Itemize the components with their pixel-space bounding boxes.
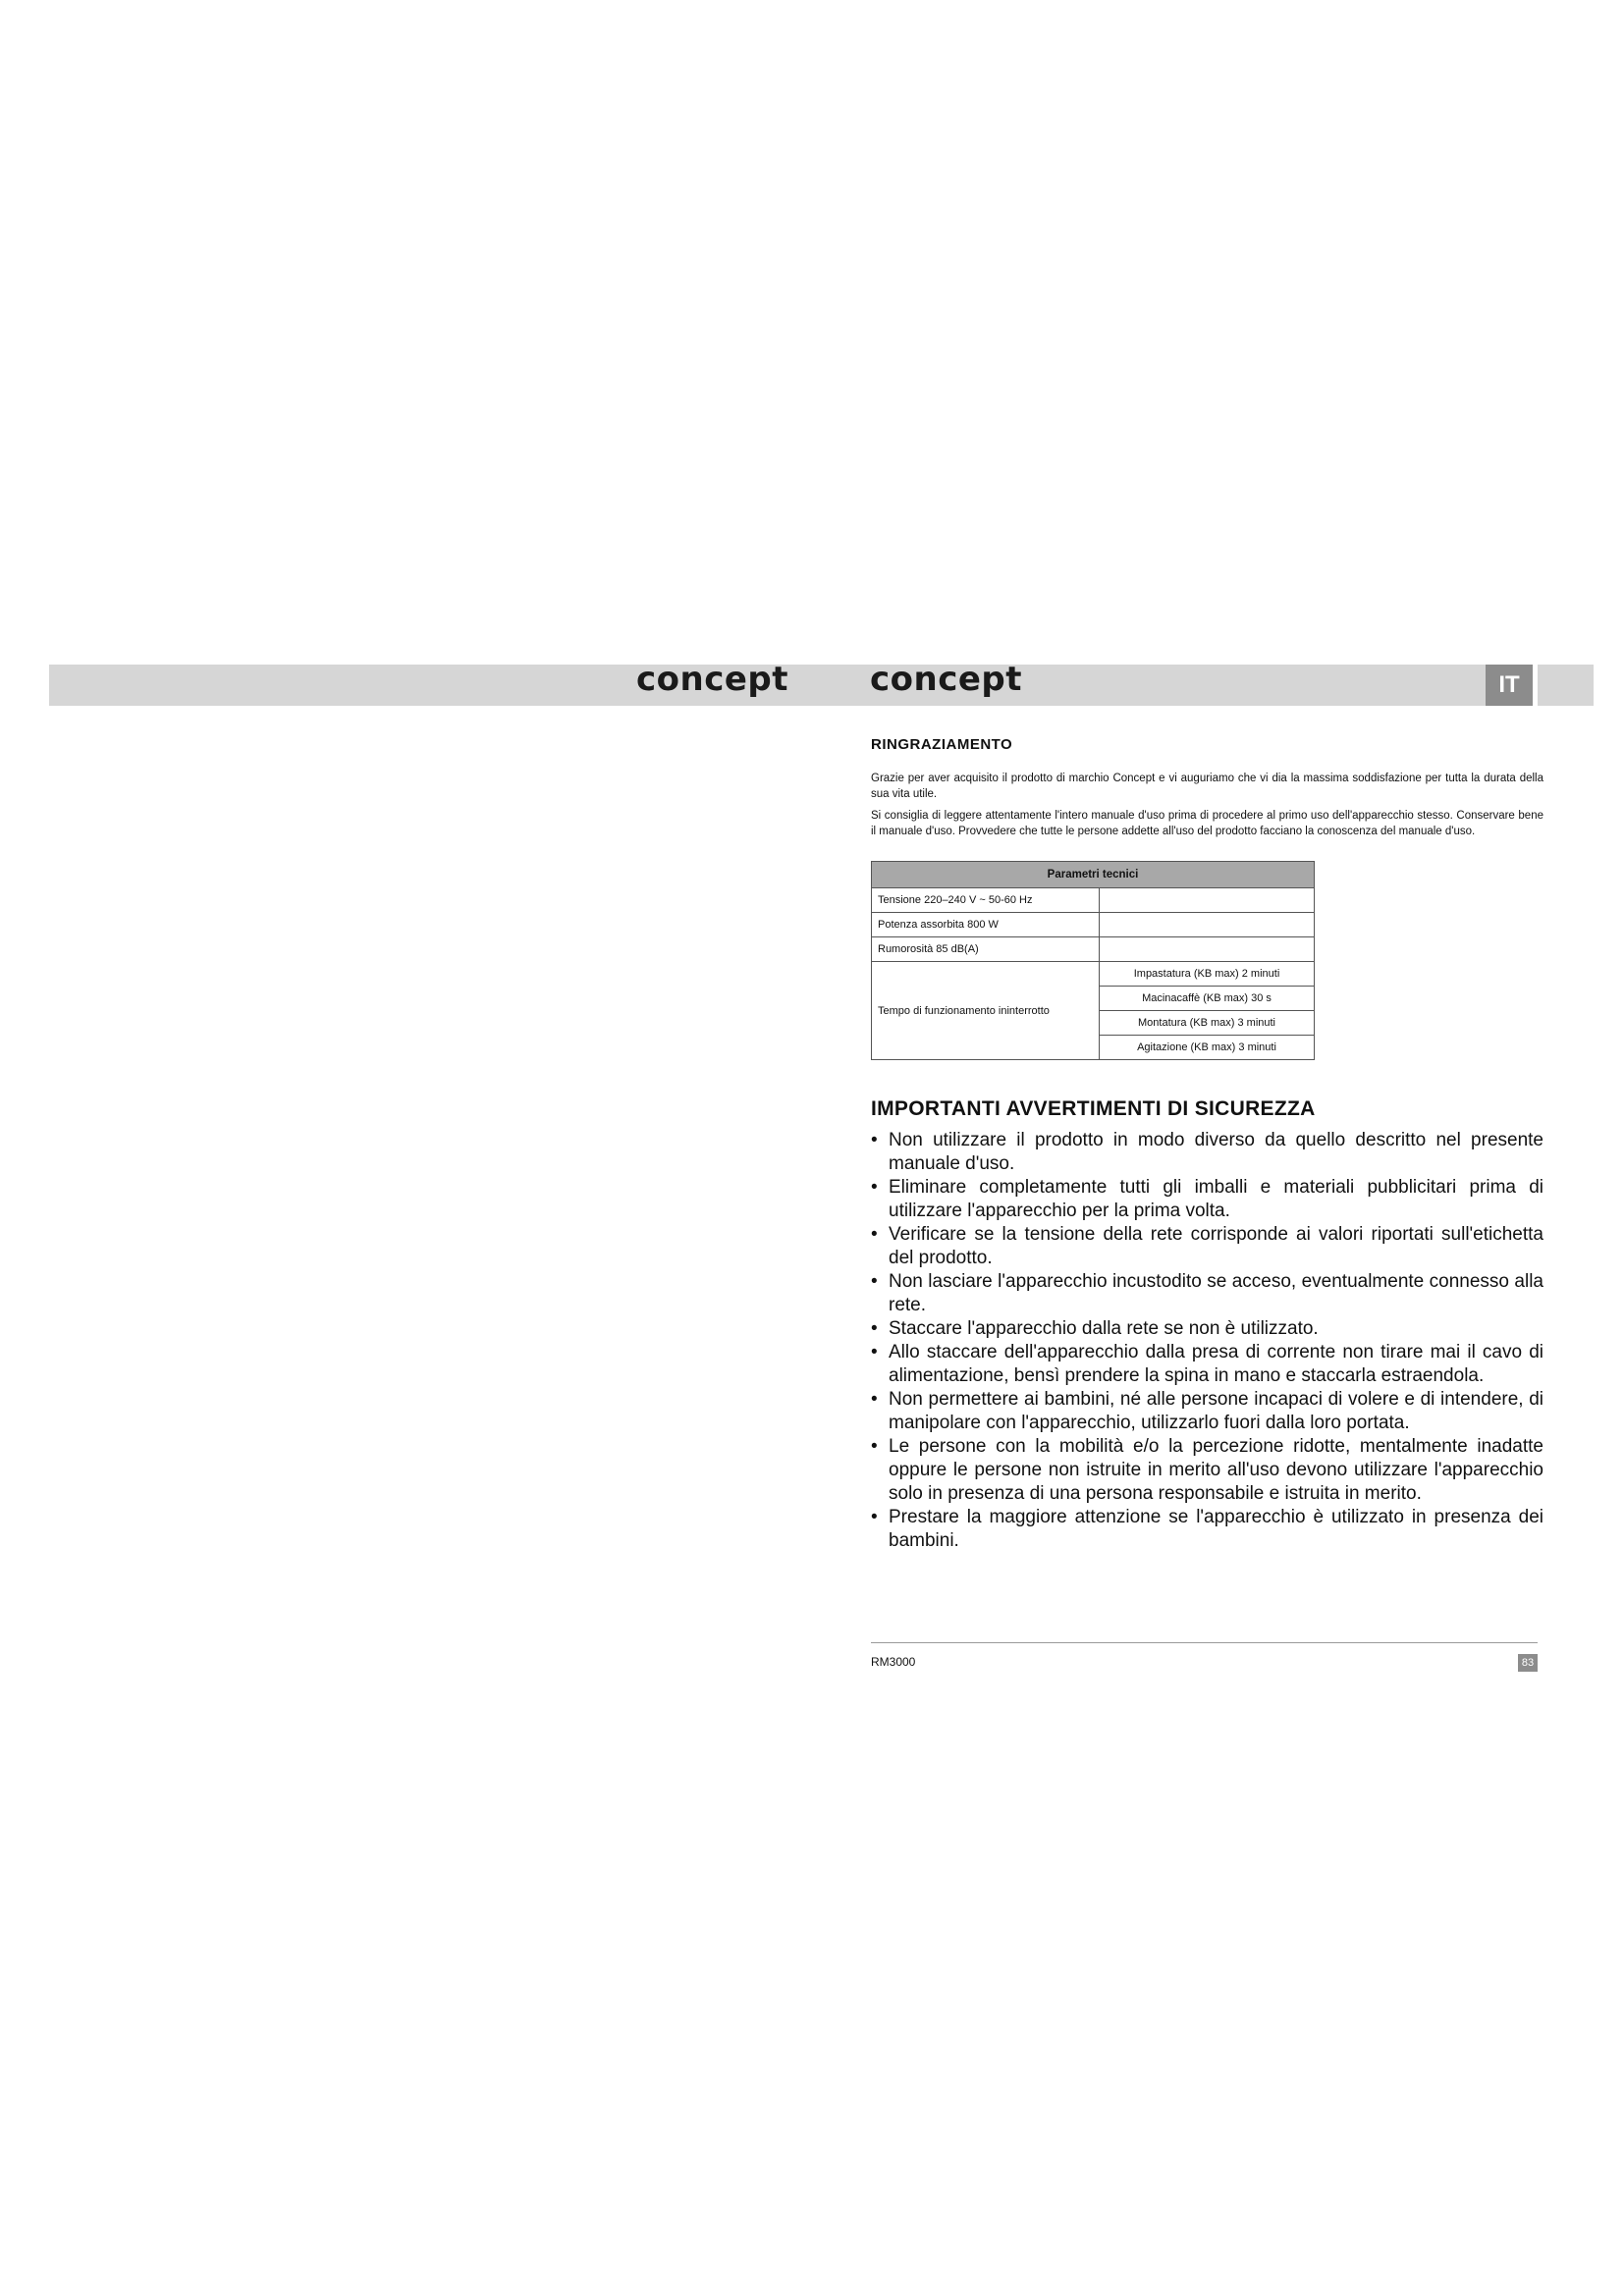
table-cell-label: Tensione 220–240 V ~ 50-60 Hz (872, 888, 1100, 913)
thanks-paragraph: Grazie per aver acquisito il prodotto di marchio Concept e vi auguriamo che vi dia la massima soddisfazione per tutta la durata della sua vita utile. (871, 773, 1543, 800)
runtime-value: Montatura (KB max) 3 minuti (1100, 1011, 1315, 1036)
list-item: • Staccare l'apparecchio dalla rete se non è utilizzato. (871, 1317, 1543, 1341)
page-number: 83 (1518, 1654, 1538, 1672)
list-item: • Eliminare completamente tutti gli imballi e materiali pubblicitari prima di utilizzare l'apparecchio per la prima volta. (871, 1176, 1543, 1223)
table-cell-value (1100, 937, 1315, 962)
table-cell-value (1100, 913, 1315, 937)
thanks-paragraph: Si consiglia di leggere attentamente l'intero manuale d'uso prima di procedere al primo uso dell'apparecchio stesso. Conservare bene il manuale d'uso. Provvedere che tutte le persone addette all'uso del prodotto facciano la conoscenza del manuale d'uso. (871, 810, 1543, 837)
footer-divider (871, 1642, 1538, 1643)
list-item: • Non utilizzare il prodotto in modo diverso da quello descritto nel presente manuale d'uso. (871, 1129, 1543, 1176)
runtime-value: Impastatura (KB max) 2 minuti (1100, 962, 1315, 987)
table-row (872, 913, 1315, 937)
table-cell-value (1100, 888, 1315, 913)
list-item: • Non lasciare l'apparecchio incustodito se acceso, eventualmente connesso alla rete. (871, 1270, 1543, 1317)
safety-list (871, 1129, 1543, 1553)
list-item: • Non permettere ai bambini, né alle persone incapaci di volere e di intendere, di manipolare con l'apparecchio, utilizzarlo fuori dalla loro portata. (871, 1388, 1543, 1435)
brand-logo-right: concept (870, 660, 1023, 699)
table-header-row (872, 862, 1315, 888)
header-divider (1533, 665, 1538, 706)
table-cell-label: Rumorosità 85 dB(A) (872, 937, 1100, 962)
language-badge: IT (1486, 665, 1533, 706)
table-row (872, 888, 1315, 913)
runtime-value: Macinacaffè (KB max) 30 s (1100, 987, 1315, 1011)
safety-title: IMPORTANTI AVVERTIMENTI DI SICUREZZA (871, 1097, 1316, 1120)
table-title: Parametri tecnici (872, 862, 1315, 888)
thanks-title: RINGRAZIAMENTO (871, 736, 1013, 753)
footer-model: RM3000 (871, 1655, 916, 1669)
table-row (872, 962, 1315, 987)
page-content (871, 736, 1543, 1553)
header-bar (49, 665, 1594, 706)
technical-parameters-table (871, 861, 1315, 1060)
list-item: • Allo staccare dell'apparecchio dalla presa di corrente non tirare mai il cavo di alimentazione, bensì prendere la spina in mano e staccarla estraendola. (871, 1341, 1543, 1388)
runtime-value: Agitazione (KB max) 3 minuti (1100, 1036, 1315, 1060)
table-row (872, 937, 1315, 962)
table-cell-label: Potenza assorbita 800 W (872, 913, 1100, 937)
list-item: • Prestare la maggiore attenzione se l'apparecchio è utilizzato in presenza dei bambini. (871, 1506, 1543, 1553)
brand-logo-left: concept (636, 660, 789, 699)
list-item: • Le persone con la mobilità e/o la percezione ridotte, mentalmente inadatte oppure le persone non istruite in merito all'uso devono utilizzare l'apparecchio solo in presenza di una persona responsabile e istruita in merito. (871, 1435, 1543, 1506)
list-item: • Verificare se la tensione della rete corrisponde ai valori riportati sull'etichetta del prodotto. (871, 1223, 1543, 1270)
runtime-label: Tempo di funzionamento ininterrotto (872, 962, 1100, 1060)
